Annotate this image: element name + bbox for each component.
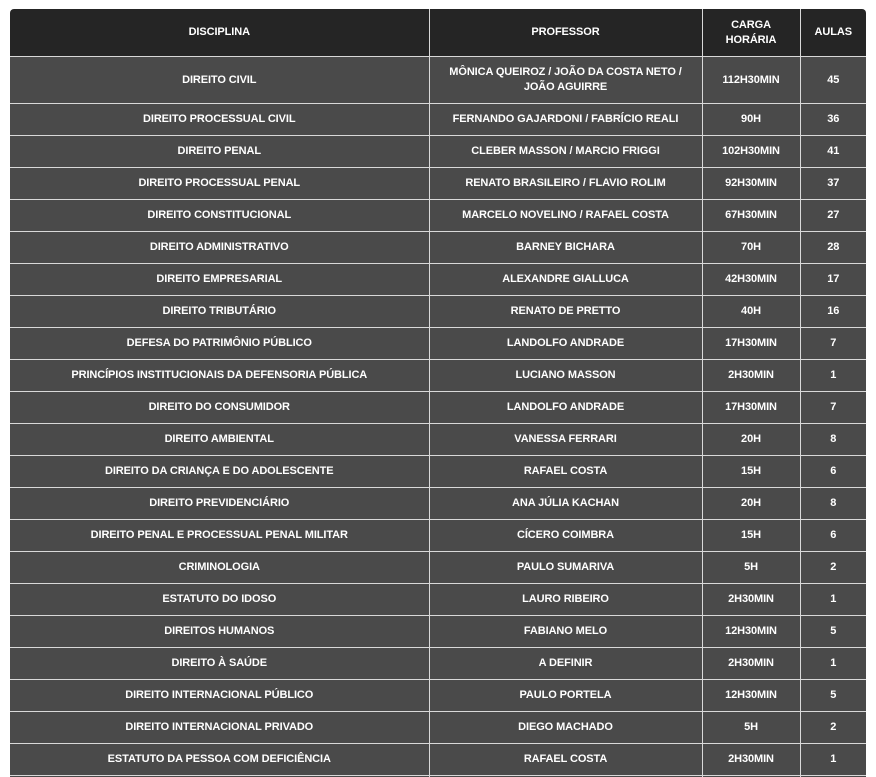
cell-disciplina: DIREITO CIVIL [10, 57, 429, 104]
cell-aulas: 2 [800, 712, 866, 744]
table-row [10, 552, 866, 584]
cell-professor: PAULO SUMARIVA [429, 552, 702, 584]
cell-professor: FERNANDO GAJARDONI / FABRÍCIO REALI [429, 104, 702, 136]
header-carga-horaria: CARGA HORÁRIA [702, 9, 800, 57]
table-row [10, 200, 866, 232]
table-row [10, 328, 866, 360]
cell-disciplina: ESTATUTO DO IDOSO [10, 584, 429, 616]
cell-carga-horaria: 5H [702, 712, 800, 744]
cell-disciplina: DIREITO PENAL E PROCESSUAL PENAL MILITAR [10, 520, 429, 552]
cell-carga-horaria: 15H [702, 520, 800, 552]
table-row [10, 584, 866, 616]
cell-carga-horaria: 90H [702, 104, 800, 136]
cell-disciplina: DIREITO PREVIDENCIÁRIO [10, 488, 429, 520]
table-row [10, 296, 866, 328]
cell-disciplina: DIREITO PROCESSUAL PENAL [10, 168, 429, 200]
cell-aulas: 37 [800, 168, 866, 200]
cell-carga-horaria: 2H30MIN [702, 584, 800, 616]
cell-professor: VANESSA FERRARI [429, 424, 702, 456]
cell-disciplina: PRINCÍPIOS INSTITUCIONAIS DA DEFENSORIA PÚBLICA [10, 360, 429, 392]
cell-disciplina: DIREITO AMBIENTAL [10, 424, 429, 456]
cell-aulas: 5 [800, 616, 866, 648]
cell-professor: BARNEY BICHARA [429, 232, 702, 264]
cell-disciplina: DIREITO INTERNACIONAL PRIVADO [10, 712, 429, 744]
table-row [10, 488, 866, 520]
cell-aulas: 1 [800, 744, 866, 776]
cell-carga-horaria: 67H30MIN [702, 200, 800, 232]
cell-professor: CÍCERO COIMBRA [429, 520, 702, 552]
cell-aulas: 27 [800, 200, 866, 232]
cell-carga-horaria: 17H30MIN [702, 392, 800, 424]
table-row [10, 392, 866, 424]
cell-aulas: 28 [800, 232, 866, 264]
cell-disciplina: DIREITO PROCESSUAL CIVIL [10, 104, 429, 136]
cell-professor: LANDOLFO ANDRADE [429, 392, 702, 424]
cell-aulas: 1 [800, 584, 866, 616]
table-header [10, 9, 866, 57]
table-row [10, 264, 866, 296]
cell-aulas: 7 [800, 392, 866, 424]
table-row [10, 360, 866, 392]
cell-carga-horaria: 5H [702, 552, 800, 584]
cell-aulas: 36 [800, 104, 866, 136]
cell-aulas: 5 [800, 680, 866, 712]
cell-aulas: 41 [800, 136, 866, 168]
cell-disciplina: DEFESA DO PATRIMÔNIO PÚBLICO [10, 328, 429, 360]
cell-professor: PAULO PORTELA [429, 680, 702, 712]
cell-aulas: 8 [800, 424, 866, 456]
cell-carga-horaria: 17H30MIN [702, 328, 800, 360]
cell-disciplina: CRIMINOLOGIA [10, 552, 429, 584]
cell-professor: LANDOLFO ANDRADE [429, 328, 702, 360]
cell-disciplina: ESTATUTO DA PESSOA COM DEFICIÊNCIA [10, 744, 429, 776]
course-table [10, 9, 866, 777]
table-row [10, 712, 866, 744]
cell-aulas: 1 [800, 648, 866, 680]
cell-carga-horaria: 40H [702, 296, 800, 328]
header-disciplina: DISCIPLINA [10, 9, 429, 57]
table-row [10, 232, 866, 264]
cell-aulas: 6 [800, 520, 866, 552]
cell-professor: LAURO RIBEIRO [429, 584, 702, 616]
cell-disciplina: DIREITO PENAL [10, 136, 429, 168]
cell-carga-horaria: 70H [702, 232, 800, 264]
table-row [10, 616, 866, 648]
cell-professor: MARCELO NOVELINO / RAFAEL COSTA [429, 200, 702, 232]
cell-professor: RAFAEL COSTA [429, 456, 702, 488]
cell-aulas: 16 [800, 296, 866, 328]
cell-disciplina: DIREITO DO CONSUMIDOR [10, 392, 429, 424]
cell-carga-horaria: 2H30MIN [702, 360, 800, 392]
header-row [10, 9, 866, 57]
table-body [10, 57, 866, 777]
cell-carga-horaria: 20H [702, 488, 800, 520]
cell-carga-horaria: 102H30MIN [702, 136, 800, 168]
table-row [10, 168, 866, 200]
cell-professor: CLEBER MASSON / MARCIO FRIGGI [429, 136, 702, 168]
table-row [10, 104, 866, 136]
cell-aulas: 6 [800, 456, 866, 488]
cell-disciplina: DIREITO INTERNACIONAL PÚBLICO [10, 680, 429, 712]
cell-aulas: 17 [800, 264, 866, 296]
table-row [10, 136, 866, 168]
cell-carga-horaria: 2H30MIN [702, 744, 800, 776]
cell-professor: DIEGO MACHADO [429, 712, 702, 744]
cell-professor: RAFAEL COSTA [429, 744, 702, 776]
cell-aulas: 45 [800, 57, 866, 104]
cell-professor: LUCIANO MASSON [429, 360, 702, 392]
cell-carga-horaria: 20H [702, 424, 800, 456]
cell-disciplina: DIREITO ADMINISTRATIVO [10, 232, 429, 264]
cell-aulas: 2 [800, 552, 866, 584]
cell-disciplina: DIREITO CONSTITUCIONAL [10, 200, 429, 232]
header-professor: PROFESSOR [429, 9, 702, 57]
table-row [10, 744, 866, 776]
cell-professor: RENATO BRASILEIRO / FLAVIO ROLIM [429, 168, 702, 200]
cell-carga-horaria: 112H30MIN [702, 57, 800, 104]
table-row [10, 680, 866, 712]
cell-professor: MÔNICA QUEIROZ / JOÃO DA COSTA NETO / JOÃO AGUIRRE [429, 57, 702, 104]
course-table-container [10, 9, 866, 777]
cell-carga-horaria: 92H30MIN [702, 168, 800, 200]
cell-aulas: 7 [800, 328, 866, 360]
cell-professor: FABIANO MELO [429, 616, 702, 648]
cell-disciplina: DIREITOS HUMANOS [10, 616, 429, 648]
cell-carga-horaria: 15H [702, 456, 800, 488]
header-aulas: AULAS [800, 9, 866, 57]
cell-professor: ANA JÚLIA KACHAN [429, 488, 702, 520]
cell-disciplina: DIREITO EMPRESARIAL [10, 264, 429, 296]
cell-aulas: 8 [800, 488, 866, 520]
table-row [10, 57, 866, 104]
cell-aulas: 1 [800, 360, 866, 392]
cell-professor: ALEXANDRE GIALLUCA [429, 264, 702, 296]
cell-disciplina: DIREITO TRIBUTÁRIO [10, 296, 429, 328]
cell-carga-horaria: 42H30MIN [702, 264, 800, 296]
cell-carga-horaria: 12H30MIN [702, 616, 800, 648]
cell-carga-horaria: 2H30MIN [702, 648, 800, 680]
table-row [10, 456, 866, 488]
cell-professor: RENATO DE PRETTO [429, 296, 702, 328]
table-row [10, 424, 866, 456]
table-row [10, 648, 866, 680]
cell-carga-horaria: 12H30MIN [702, 680, 800, 712]
table-row [10, 520, 866, 552]
cell-disciplina: DIREITO À SAÚDE [10, 648, 429, 680]
cell-disciplina: DIREITO DA CRIANÇA E DO ADOLESCENTE [10, 456, 429, 488]
cell-professor: A DEFINIR [429, 648, 702, 680]
